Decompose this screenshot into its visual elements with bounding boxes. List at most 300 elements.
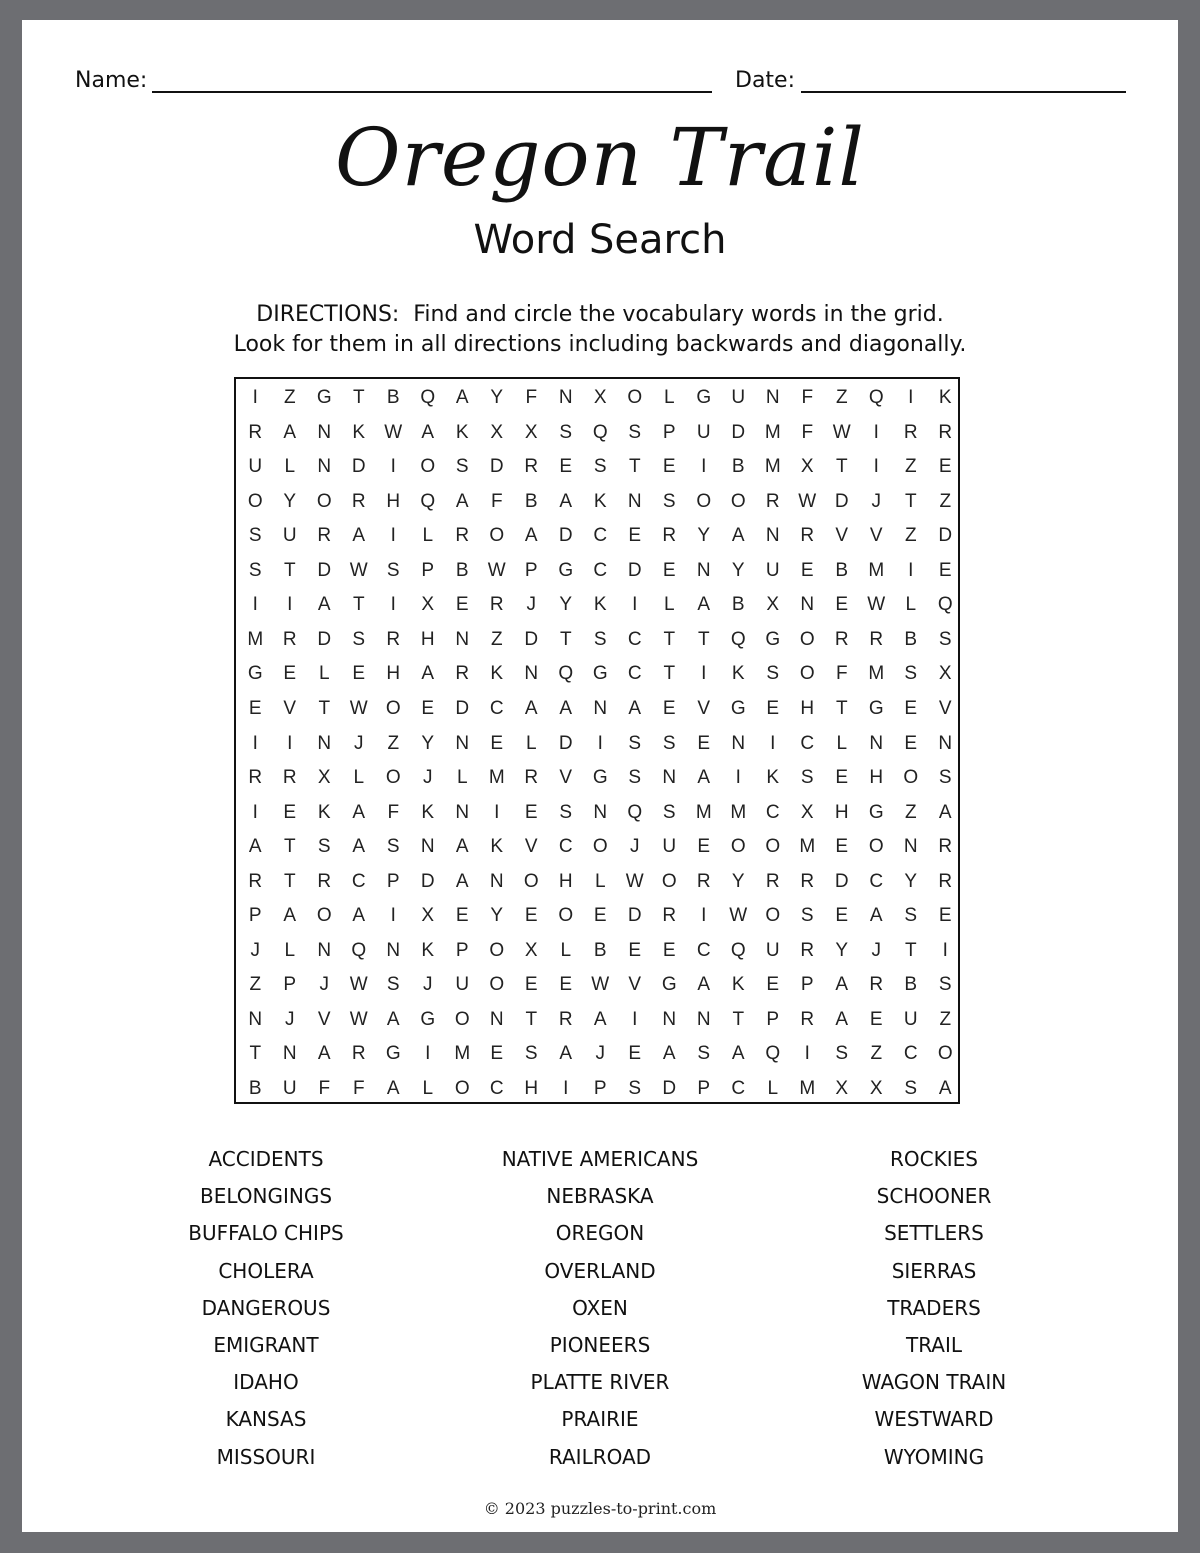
grid-letter: D	[420, 870, 435, 892]
grid-letter: S	[455, 456, 469, 478]
grid-letter: A	[731, 1043, 745, 1065]
grid-letter: D	[731, 421, 746, 443]
grid-letter: R	[800, 525, 815, 547]
grid-letter: I	[701, 663, 707, 685]
grid-letter: A	[938, 801, 952, 823]
word-list-item: SETTLERS	[884, 1221, 984, 1246]
grid-letter: G	[868, 801, 884, 823]
grid-letter: B	[731, 456, 745, 478]
grid-letter: A	[559, 490, 573, 512]
word-list-item: MISSOURI	[216, 1444, 316, 1469]
grid-letter: S	[662, 732, 676, 754]
grid-letter: E	[835, 836, 849, 858]
date-label: Date:	[735, 68, 795, 93]
grid-letter: D	[662, 1078, 677, 1099]
grid-letter: A	[386, 1078, 400, 1099]
grid-letter: Z	[939, 490, 952, 512]
grid-letter: X	[524, 421, 538, 443]
grid-letter: A	[455, 490, 469, 512]
grid-letter: A	[317, 594, 331, 616]
grid-letter: N	[317, 939, 332, 961]
word-list-item: BELONGINGS	[199, 1184, 333, 1209]
grid-letter: L	[422, 1078, 434, 1099]
grid-letter: F	[801, 387, 814, 408]
grid-letter: Y	[731, 559, 745, 581]
grid-letter: F	[490, 490, 503, 512]
grid-letter: S	[352, 628, 366, 650]
grid-letter: E	[938, 559, 952, 581]
grid-letter: E	[766, 697, 780, 719]
grid-letter: E	[662, 456, 676, 478]
grid-letter: S	[593, 456, 607, 478]
grid-letter: Y	[697, 525, 711, 547]
grid-letter: S	[559, 421, 573, 443]
grid-letter: O	[799, 628, 815, 650]
grid-letter: T	[352, 387, 365, 408]
grid-letter: B	[904, 974, 918, 996]
grid-letter: X	[938, 663, 952, 685]
grid-letter: D	[834, 490, 849, 512]
grid-letter: E	[662, 697, 676, 719]
word-list-item: PIONEERS	[549, 1332, 651, 1357]
grid-letter: E	[662, 939, 676, 961]
grid-letter: I	[390, 525, 396, 547]
grid-letter: R	[248, 870, 263, 892]
grid-letter: C	[558, 836, 573, 858]
name-line	[152, 91, 712, 93]
grid-letter: W	[487, 559, 506, 581]
grid-letter: P	[421, 559, 435, 581]
grid-letter: S	[697, 1043, 711, 1065]
grid-letter: K	[593, 594, 607, 616]
grid-letter: E	[524, 974, 538, 996]
grid-letter: J	[423, 767, 433, 789]
grid-letter: Z	[904, 456, 917, 478]
grid-letter: Q	[592, 421, 608, 443]
grid-letter: U	[696, 421, 711, 443]
grid-letter: I	[287, 594, 293, 616]
grid-letter: S	[835, 1043, 849, 1065]
grid-letter: B	[835, 559, 849, 581]
grid-letter: R	[524, 456, 539, 478]
grid-letter: O	[454, 1078, 470, 1099]
grid-letter: O	[903, 767, 919, 789]
grid-letter: W	[867, 594, 886, 616]
grid-letter: R	[317, 870, 332, 892]
grid-letter: O	[730, 490, 746, 512]
grid-letter: A	[386, 1008, 400, 1030]
grid-letter: L	[456, 767, 468, 789]
grid-letter: B	[593, 939, 607, 961]
grid-letter: Z	[904, 801, 917, 823]
grid-letter: A	[524, 697, 538, 719]
grid-letter: S	[904, 663, 918, 685]
grid-letter: A	[352, 801, 366, 823]
grid-letter: R	[558, 1008, 573, 1030]
grid-letter: R	[489, 594, 504, 616]
grid-letter: T	[697, 628, 710, 650]
grid-letter: G	[730, 697, 746, 719]
grid-letter: N	[765, 387, 780, 408]
grid-letter: U	[731, 387, 746, 408]
grid-letter: U	[765, 559, 780, 581]
word-column-3	[764, 1146, 1104, 1481]
grid-letter: C	[593, 525, 608, 547]
grid-letter: Z	[490, 628, 503, 650]
grid-letter: X	[593, 387, 607, 408]
grid-letter: X	[766, 594, 780, 616]
grid-letter: I	[390, 905, 396, 927]
grid-letter: E	[662, 559, 676, 581]
grid-letter: W	[729, 905, 748, 927]
grid-letter: Q	[765, 1043, 781, 1065]
grid-letter: W	[349, 974, 368, 996]
grid-letter: C	[731, 1078, 746, 1099]
grid-letter: P	[697, 1078, 711, 1099]
grid-letter: E	[800, 559, 814, 581]
grid-letter: K	[938, 387, 952, 408]
word-list-item: SCHOONER	[876, 1184, 992, 1209]
grid-letter: R	[869, 628, 884, 650]
grid-letter: T	[249, 1043, 262, 1065]
directions-line-1: DIRECTIONS: Find and circle the vocabulary words in the grid.	[256, 302, 944, 327]
grid-letter: C	[351, 870, 366, 892]
grid-letter: G	[696, 387, 712, 408]
grid-letter: Q	[420, 490, 436, 512]
grid-letter: N	[800, 594, 815, 616]
grid-letter: N	[696, 559, 711, 581]
grid-letter: I	[252, 732, 258, 754]
grid-letter: Z	[835, 387, 848, 408]
grid-letter: M	[488, 767, 505, 789]
grid-letter: C	[489, 1078, 504, 1099]
grid-letter: I	[873, 456, 879, 478]
grid-letter: J	[871, 939, 881, 961]
grid-letter: W	[798, 490, 817, 512]
grid-letter: K	[766, 767, 780, 789]
grid-letter: O	[627, 387, 643, 408]
grid-letter: R	[455, 663, 470, 685]
grid-letter: P	[283, 974, 297, 996]
grid-letter: A	[352, 836, 366, 858]
grid-letter: O	[868, 836, 884, 858]
grid-letter: H	[386, 490, 401, 512]
grid-letter: L	[663, 387, 675, 408]
grid-letter: U	[248, 456, 263, 478]
grid-letter: Q	[937, 594, 953, 616]
grid-letter: E	[904, 697, 918, 719]
grid-letter: U	[282, 525, 297, 547]
grid-letter: I	[942, 939, 948, 961]
grid-letter: I	[701, 905, 707, 927]
grid-letter: L	[353, 767, 365, 789]
grid-letter: Q	[558, 663, 574, 685]
grid-letter: E	[352, 663, 366, 685]
word-list-item: WESTWARD	[874, 1407, 994, 1432]
grid-letter: A	[283, 421, 297, 443]
grid-letter: I	[873, 421, 879, 443]
grid-letter: F	[352, 1078, 365, 1099]
page-title: Oregon Trail	[335, 111, 865, 204]
grid-letter: W	[591, 974, 610, 996]
word-list-item: WYOMING	[883, 1444, 985, 1469]
grid-letter: S	[386, 559, 400, 581]
grid-letter: Z	[939, 1008, 952, 1030]
grid-letter: S	[248, 525, 262, 547]
grid-letter: M	[764, 421, 781, 443]
letter-grid	[234, 377, 960, 1104]
grid-letter: T	[318, 697, 331, 719]
grid-letter: M	[799, 836, 816, 858]
grid-letter: B	[455, 559, 469, 581]
grid-letter: Q	[420, 387, 436, 408]
grid-letter: A	[352, 525, 366, 547]
grid-letter: G	[765, 628, 781, 650]
grid-letter: B	[248, 1078, 262, 1099]
grid-letter: J	[354, 732, 364, 754]
grid-letter: N	[731, 732, 746, 754]
grid-letter: D	[627, 905, 642, 927]
grid-letter: R	[938, 836, 953, 858]
grid-letter: A	[248, 836, 262, 858]
grid-letter: Z	[387, 732, 400, 754]
grid-letter: I	[390, 594, 396, 616]
grid-letter: A	[835, 1008, 849, 1030]
grid-letter: N	[558, 387, 573, 408]
word-list-item: WAGON TRAIN	[861, 1370, 1007, 1395]
grid-letter: A	[283, 905, 297, 927]
grid-letter: S	[800, 905, 814, 927]
grid-letter: S	[938, 974, 952, 996]
grid-letter: N	[455, 628, 470, 650]
grid-letter: L	[525, 732, 537, 754]
word-list-item: OREGON	[555, 1221, 645, 1246]
grid-letter: I	[597, 732, 603, 754]
grid-letter: O	[316, 490, 332, 512]
grid-letter: G	[316, 387, 332, 408]
grid-letter: S	[938, 767, 952, 789]
page-subtitle: Word Search	[473, 217, 727, 263]
grid-letter: Y	[835, 939, 849, 961]
grid-letter: O	[799, 663, 815, 685]
grid-letter: E	[490, 1043, 504, 1065]
grid-letter: S	[662, 490, 676, 512]
grid-letter: S	[662, 801, 676, 823]
grid-letter: Y	[731, 870, 745, 892]
grid-letter: A	[455, 870, 469, 892]
grid-letter: R	[800, 870, 815, 892]
grid-letter: A	[731, 525, 745, 547]
grid-letter: E	[248, 697, 262, 719]
grid-letter: V	[697, 697, 711, 719]
grid-letter: C	[627, 663, 642, 685]
grid-letter: E	[835, 594, 849, 616]
word-column-1	[96, 1146, 436, 1481]
word-list-item: TRADERS	[887, 1295, 981, 1320]
grid-letter: A	[421, 421, 435, 443]
grid-letter: W	[832, 421, 851, 443]
word-list-item: DANGEROUS	[201, 1295, 331, 1320]
grid-letter: F	[801, 421, 814, 443]
grid-letter: T	[559, 628, 572, 650]
grid-letter: S	[386, 836, 400, 858]
grid-letter: I	[632, 1008, 638, 1030]
grid-letter: G	[385, 1043, 401, 1065]
grid-letter: K	[352, 421, 366, 443]
grid-letter: F	[387, 801, 400, 823]
grid-letter: O	[558, 905, 574, 927]
grid-letter: J	[250, 939, 260, 961]
grid-letter: N	[248, 1008, 263, 1030]
word-list-item: OXEN	[572, 1295, 628, 1320]
grid-letter: I	[425, 1043, 431, 1065]
grid-letter: A	[662, 1043, 676, 1065]
grid-letter: R	[765, 490, 780, 512]
word-list-item: KANSAS	[225, 1407, 307, 1432]
grid-letter: P	[593, 1078, 607, 1099]
grid-letter: U	[282, 1078, 297, 1099]
grid-letter: O	[489, 525, 505, 547]
word-list-item: BUFFALO CHIPS	[188, 1221, 344, 1246]
grid-letter: H	[558, 870, 573, 892]
grid-letter: V	[835, 525, 849, 547]
grid-letter: G	[592, 663, 608, 685]
grid-letter: T	[663, 663, 676, 685]
grid-letter: N	[317, 732, 332, 754]
grid-letter: E	[421, 697, 435, 719]
grid-letter: T	[904, 490, 917, 512]
grid-letter: E	[455, 594, 469, 616]
word-list-item: SIERRAS	[891, 1258, 977, 1283]
grid-letter: X	[800, 801, 814, 823]
grid-letter: J	[285, 1008, 295, 1030]
grid-letter: M	[454, 1043, 471, 1065]
grid-letter: I	[252, 801, 258, 823]
grid-letter: N	[489, 870, 504, 892]
grid-letter: R	[662, 525, 677, 547]
grid-letter: D	[317, 559, 332, 581]
word-list-item: IDAHO	[233, 1370, 299, 1395]
name-label: Name:	[75, 68, 148, 93]
grid-letter: C	[869, 870, 884, 892]
grid-letter: R	[938, 421, 953, 443]
grid-letter: H	[420, 628, 435, 650]
grid-letter: R	[351, 490, 366, 512]
grid-letter: J	[871, 490, 881, 512]
grid-letter: H	[800, 697, 815, 719]
grid-letter: W	[384, 421, 403, 443]
grid-letter: R	[800, 939, 815, 961]
grid-letter: S	[317, 836, 331, 858]
grid-letter: N	[662, 1008, 677, 1030]
grid-letter: O	[385, 767, 401, 789]
grid-letter: G	[247, 663, 263, 685]
grid-letter: I	[804, 1043, 810, 1065]
grid-letter: X	[524, 939, 538, 961]
word-list-item: RAILROAD	[548, 1444, 652, 1469]
grid-letter: A	[697, 974, 711, 996]
grid-letter: L	[422, 525, 434, 547]
grid-letter: T	[663, 628, 676, 650]
grid-letter: D	[524, 628, 539, 650]
grid-letter: V	[559, 767, 573, 789]
grid-letter: R	[800, 1008, 815, 1030]
grid-letter: E	[628, 939, 642, 961]
grid-letter: N	[593, 697, 608, 719]
grid-letter: Z	[904, 525, 917, 547]
grid-letter: I	[494, 801, 500, 823]
grid-letter: E	[628, 1043, 642, 1065]
grid-letter: E	[455, 905, 469, 927]
grid-letter: R	[903, 421, 918, 443]
grid-letter: O	[385, 697, 401, 719]
grid-letter: B	[386, 387, 400, 408]
grid-letter: D	[558, 525, 573, 547]
grid-letter: R	[248, 421, 263, 443]
grid-letter: D	[558, 732, 573, 754]
grid-letter: E	[593, 905, 607, 927]
grid-letter: T	[628, 456, 641, 478]
grid-letter: K	[490, 663, 504, 685]
grid-letter: E	[904, 732, 918, 754]
grid-letter: A	[697, 594, 711, 616]
grid-letter: A	[455, 836, 469, 858]
grid-letter: D	[317, 628, 332, 650]
grid-letter: G	[420, 1008, 436, 1030]
grid-letter: E	[559, 456, 573, 478]
grid-letter: R	[938, 870, 953, 892]
grid-letter: T	[283, 559, 296, 581]
grid-letter: L	[560, 939, 572, 961]
grid-letter: R	[455, 525, 470, 547]
grid-letter: E	[697, 836, 711, 858]
grid-letter: T	[835, 456, 848, 478]
grid-letter: N	[903, 836, 918, 858]
grid-letter: L	[318, 663, 330, 685]
grid-letter: I	[735, 767, 741, 789]
grid-letter: D	[351, 456, 366, 478]
grid-letter: E	[766, 974, 780, 996]
grid-letter: A	[628, 697, 642, 719]
grid-letter: D	[627, 559, 642, 581]
grid-letter: D	[489, 456, 504, 478]
grid-letter: G	[592, 767, 608, 789]
grid-letter: S	[559, 801, 573, 823]
grid-letter: K	[593, 490, 607, 512]
grid-letter: A	[559, 697, 573, 719]
word-list-item: NEBRASKA	[546, 1184, 654, 1209]
grid-letter: K	[421, 939, 435, 961]
grid-letter: H	[869, 767, 884, 789]
grid-letter: D	[834, 870, 849, 892]
grid-letter: Y	[283, 490, 297, 512]
grid-letter: M	[799, 1078, 816, 1099]
grid-letter: T	[904, 939, 917, 961]
grid-letter: K	[490, 836, 504, 858]
grid-letter: W	[625, 870, 644, 892]
grid-letter: N	[627, 490, 642, 512]
grid-letter: V	[283, 697, 297, 719]
grid-letter: C	[903, 1043, 918, 1065]
grid-letter: K	[317, 801, 331, 823]
grid-letter: N	[489, 1008, 504, 1030]
grid-letter: S	[904, 905, 918, 927]
word-list-item: PLATTE RIVER	[530, 1370, 670, 1395]
grid-letter: A	[352, 905, 366, 927]
grid-letter: K	[731, 663, 745, 685]
grid-letter: S	[628, 767, 642, 789]
grid-letter: R	[524, 767, 539, 789]
